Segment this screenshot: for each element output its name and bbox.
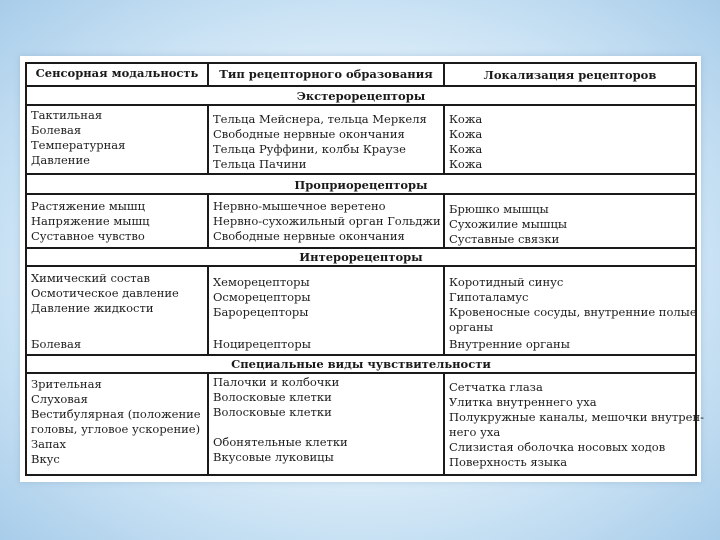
cell: Слуховая (31, 392, 88, 406)
cell: Болевая (31, 123, 82, 137)
cell: Химический состав (31, 271, 150, 285)
section-proprio-locations (449, 202, 567, 247)
cell: Свободные нервные окончания (213, 229, 405, 243)
header-receptor-type: Тип рецепторного образования (219, 67, 433, 81)
cell: Кожа (449, 127, 483, 141)
cell: Давление жидкости (31, 301, 154, 315)
section-title-intero: Интерорецепторы (299, 250, 423, 264)
cell: Растяжение мышц (31, 199, 146, 213)
cell: Барорецепторы (213, 305, 309, 319)
cell: головы, угловое ускорение) (31, 422, 201, 436)
cell: Нервно-сухожильный орган Гольджи (213, 214, 441, 228)
cell: Кожа (449, 112, 483, 126)
cell: Кровеносные сосуды, внутренние полые (449, 305, 697, 319)
section-special-modalities (31, 377, 201, 467)
cell: Сухожилие мышцы (449, 217, 567, 231)
cell: Суставные связки (449, 232, 560, 246)
cell: Осмотическое давление (31, 286, 179, 300)
section-extero-locations (449, 112, 482, 172)
cell: Зрительная (31, 377, 102, 391)
section-intero-types (213, 275, 311, 352)
section-special-types (213, 375, 348, 465)
cell: Обонятельные клетки (213, 435, 348, 449)
cell (213, 320, 311, 335)
cell: Хеморецепторы (213, 275, 310, 289)
section-title-special: Специальные виды чувствительности (231, 357, 491, 371)
cell (213, 420, 348, 435)
cell: Полукружные каналы, мешочки внутрен- (449, 410, 704, 424)
cell: Суставное чувство (31, 229, 145, 243)
cell: Запах (31, 437, 67, 451)
cell: Коротидный синус (449, 275, 564, 289)
cell: Тельца Руффини, колбы Краузе (213, 142, 406, 156)
section-extero-types (213, 112, 427, 172)
cell: Температурная (31, 138, 126, 152)
cell: Напряжение мышц (31, 214, 150, 228)
cell (31, 316, 179, 331)
cell: Ноцирецепторы (213, 337, 311, 351)
section-proprio-types (213, 199, 441, 244)
section-title-extero: Экстерорецепторы (296, 89, 426, 103)
cell: Улитка внутреннего уха (449, 395, 597, 409)
cell: Брюшко мышцы (449, 202, 549, 216)
cell: Болевая (31, 337, 82, 351)
section-intero-locations (449, 275, 697, 352)
cell: Волосковые клетки (213, 405, 332, 419)
slide (20, 56, 704, 482)
cell: Гипоталамус (449, 290, 529, 304)
section-intero-modalities (31, 271, 179, 352)
section-extero-modalities (31, 108, 125, 168)
header-modality: Сенсорная модальность (35, 66, 199, 80)
cell: Нервно-мышечное веретено (213, 199, 386, 213)
cell: Сетчатка глаза (449, 380, 543, 394)
cell: Свободные нервные окончания (213, 127, 405, 141)
cell: Тельца Мейснера, тельца Меркеля (213, 112, 427, 126)
header-location: Локализация рецепторов (483, 68, 657, 82)
cell: Палочки и колбочки (213, 375, 340, 389)
cell: него уха (449, 425, 501, 439)
cell: Тактильная (31, 108, 103, 122)
cell: Слизистая оболочка носовых ходов (449, 440, 666, 454)
cell: Вкус (31, 452, 60, 466)
section-title-proprio: Проприорецепторы (294, 178, 428, 192)
section-special-locations (449, 380, 704, 470)
cell: Поверхность языка (449, 455, 568, 469)
cell: Вестибулярная (положение (31, 407, 201, 421)
cell: Осморецепторы (213, 290, 311, 304)
cell: Давление (31, 153, 90, 167)
cell: Волосковые клетки (213, 390, 332, 404)
cell: Кожа (449, 142, 483, 156)
cell: Вкусовые луковицы (213, 450, 334, 464)
cell: органы (449, 320, 493, 334)
section-proprio-modalities (31, 199, 150, 244)
cell: Тельца Пачини (213, 157, 307, 171)
cell: Кожа (449, 157, 483, 171)
cell: Внутренние органы (449, 337, 570, 351)
receptor-table (25, 62, 704, 476)
